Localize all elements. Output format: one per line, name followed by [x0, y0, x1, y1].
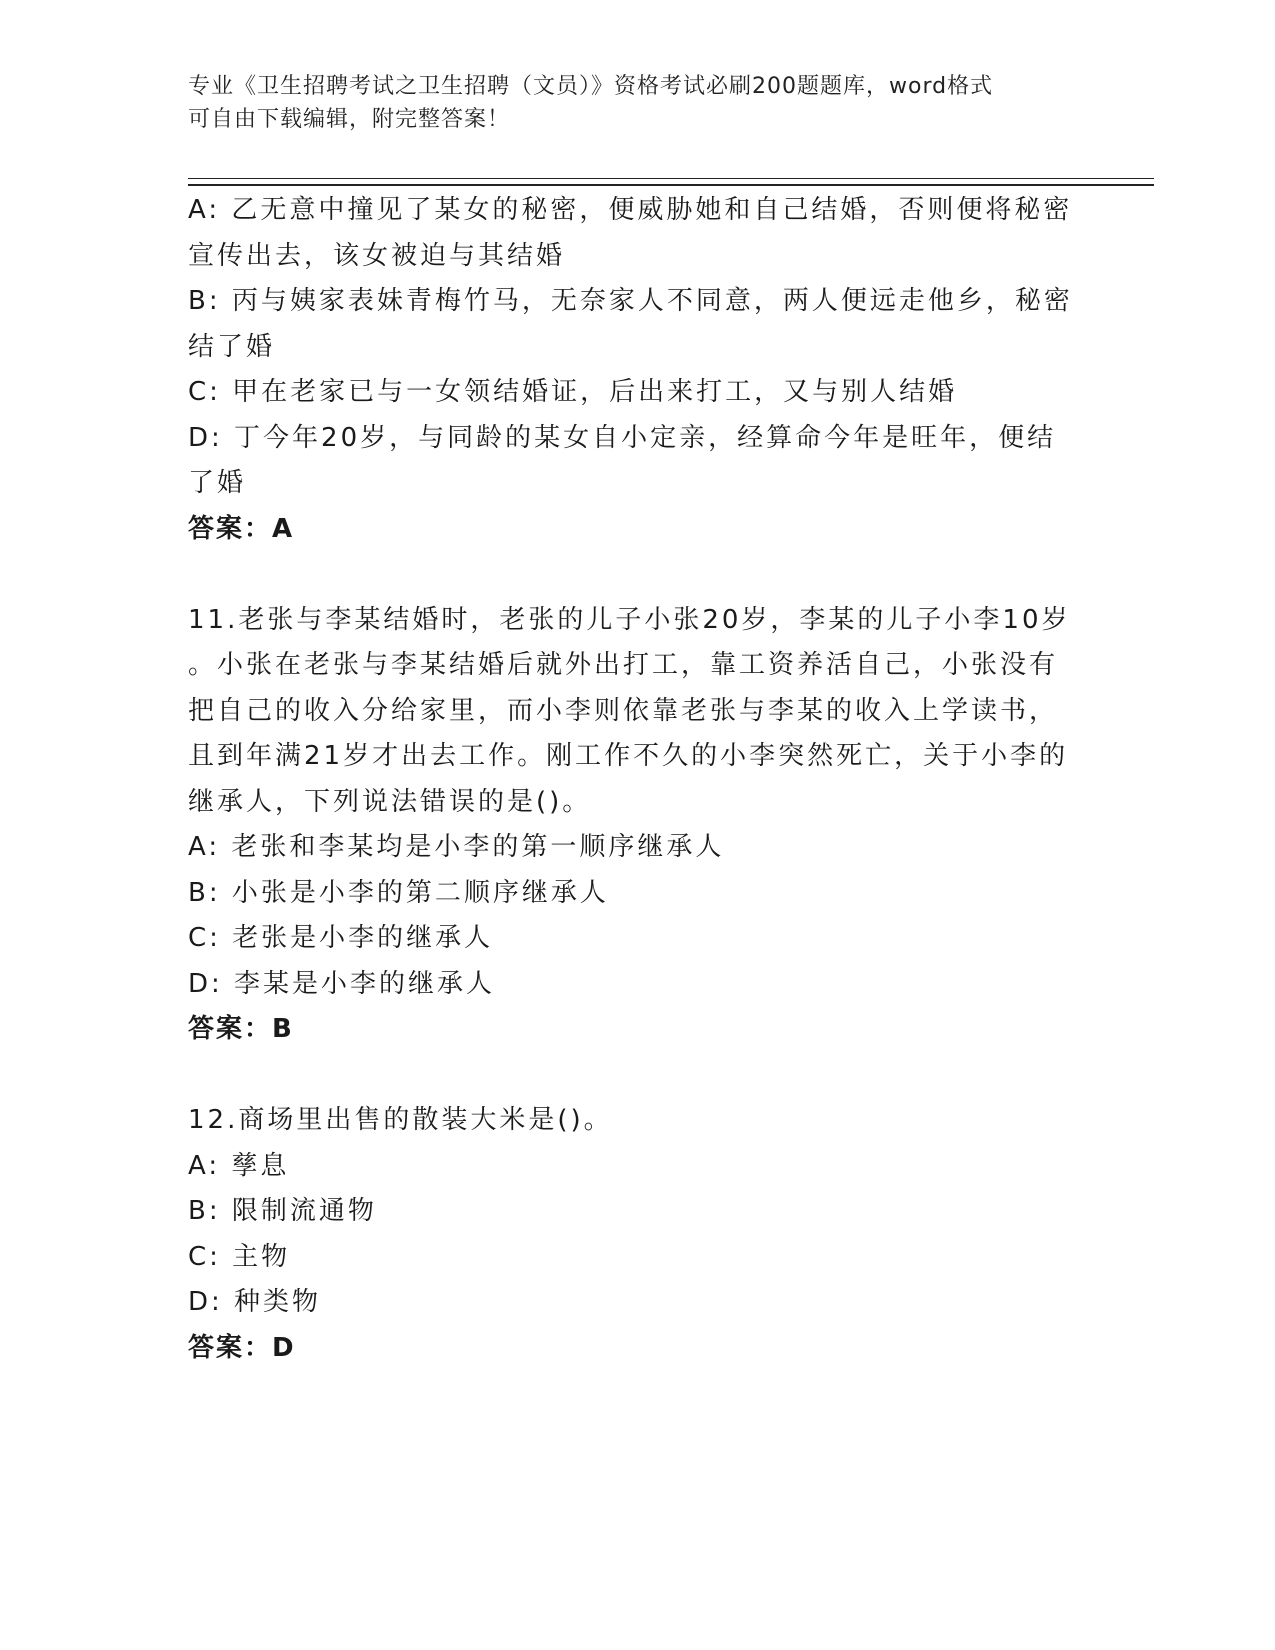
question-stem-line-5: 继承人，下列说法错误的是()。 [188, 786, 592, 817]
header-line-2: 可自由下载编辑，附完整答案！ [188, 107, 511, 132]
question-stem-line-1: 11.老张与李某结婚时，老张的儿子小张20岁，李某的儿子小李10岁 [188, 604, 1071, 635]
document-body [188, 188, 1088, 1371]
option-d-line-2: 了婚 [188, 468, 247, 498]
option-d-line-1: D: 丁今年20岁，与同龄的某女自小定亲，经算命今年是旺年，便结 [188, 422, 1057, 453]
option-d: D: 种类物 [188, 1287, 322, 1317]
option-a-line-2: 宣传出去，该女被迫与其结婚 [188, 240, 566, 271]
document-header [188, 70, 1088, 136]
option-a: A: 孳息 [188, 1150, 290, 1181]
option-a-line-1: A: 乙无意中撞见了某女的秘密，便威胁她和自己结婚，否则便将秘密 [188, 195, 1073, 225]
option-b-line-2: 结了婚 [188, 331, 276, 362]
answer: 答案：A [188, 513, 295, 544]
answer: 答案：B [188, 1014, 294, 1044]
question-11 [188, 598, 1088, 1053]
spacer [188, 1053, 1088, 1099]
spacer [188, 552, 1088, 598]
question-stem-line-3: 把自己的收入分给家里，而小李则依靠老张与李某的收入上学读书， [188, 695, 1059, 726]
header-line-1: 专业《卫生招聘考试之卫生招聘（文员）》资格考试必刷200题题库，word格式 [188, 74, 994, 99]
header-rule-thin [188, 178, 1154, 179]
header-rule-thick [188, 184, 1154, 186]
option-b: B: 小张是小李的第二顺序继承人 [188, 877, 609, 908]
option-c: C: 甲在老家已与一女领结婚证，后出来打工，又与别人结婚 [188, 377, 958, 407]
question-stem-line-2: 。小张在老张与李某结婚后就外出打工，靠工资养活自己，小张没有 [188, 650, 1059, 680]
question-12 [188, 1098, 1088, 1371]
answer: 答案：D [188, 1332, 296, 1363]
question-10 [188, 188, 1088, 552]
question-stem-line-4: 且到年满21岁才出去工作。刚工作不久的小李突然死亡，关于小李的 [188, 741, 1069, 771]
option-d: D: 李某是小李的继承人 [188, 968, 496, 999]
option-b-line-1: B: 丙与姨家表妹青梅竹马，无奈家人不同意，两人便远走他乡，秘密 [188, 286, 1073, 316]
option-c: C: 主物 [188, 1241, 291, 1272]
option-c: C: 老张是小李的继承人 [188, 923, 494, 953]
question-stem: 12.商场里出售的散装大米是()。 [188, 1105, 613, 1135]
option-b: B: 限制流通物 [188, 1196, 377, 1226]
option-a: A: 老张和李某均是小李的第一顺序继承人 [188, 832, 725, 862]
